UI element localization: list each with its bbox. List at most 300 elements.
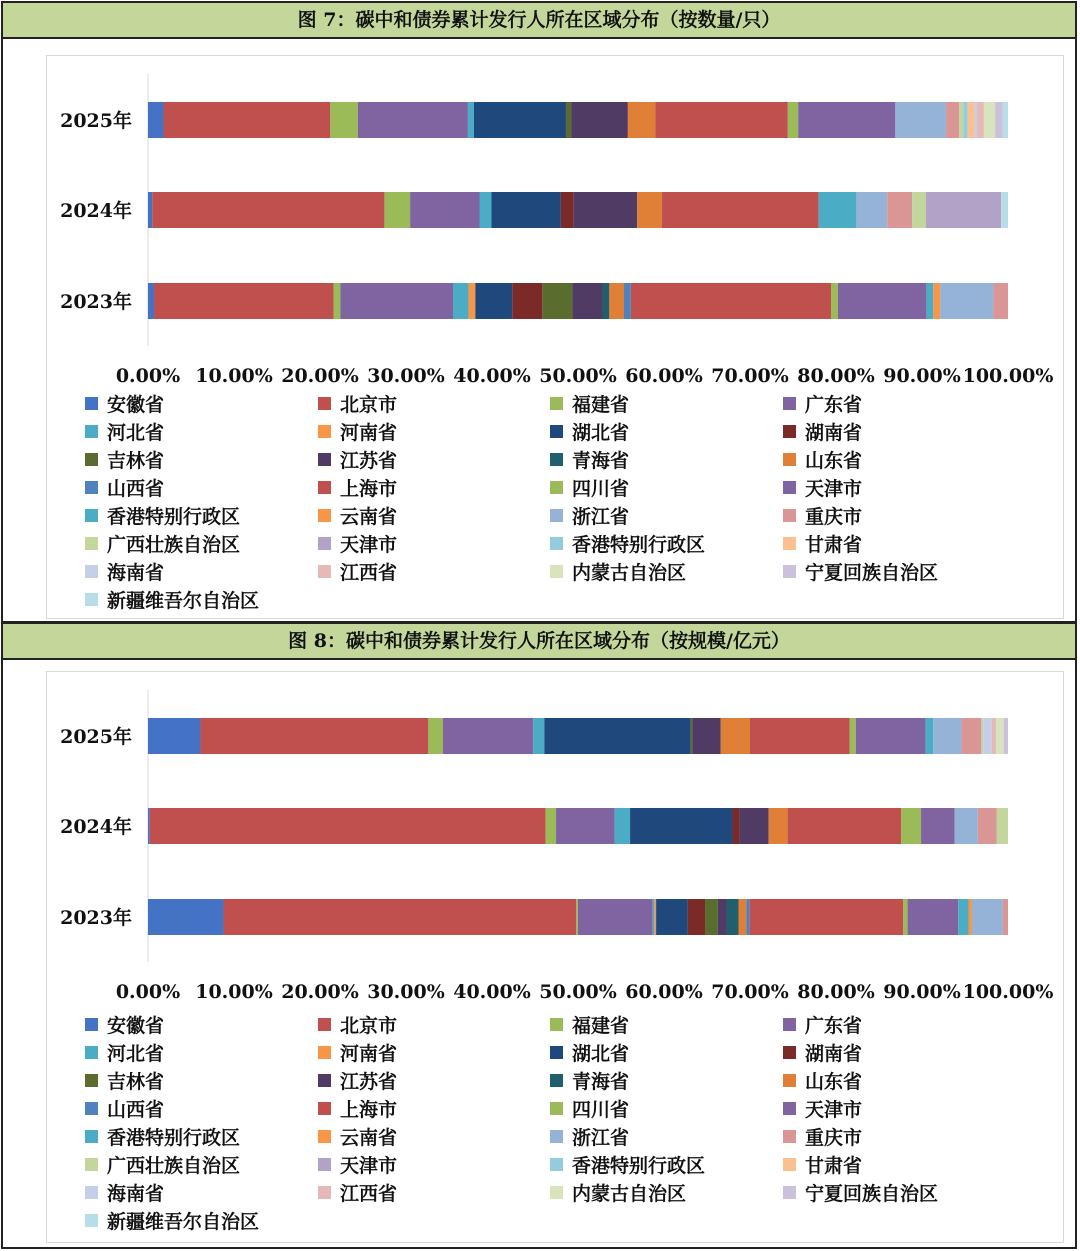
legend-swatch xyxy=(85,481,98,494)
bar-segment-19 xyxy=(933,718,961,754)
legend-label: 甘肃省 xyxy=(805,533,863,556)
legend-item xyxy=(550,1039,629,1065)
legend-item xyxy=(318,530,397,556)
legend-label: 吉林省 xyxy=(107,1070,165,1093)
legend-item xyxy=(550,474,629,500)
legend-item xyxy=(783,530,862,556)
bar-segment-12 xyxy=(628,102,656,138)
legend-swatch xyxy=(550,1102,563,1115)
x-tick-label: 50.00% xyxy=(539,981,617,1003)
legend-swatch xyxy=(318,1102,331,1115)
legend-item xyxy=(550,446,629,472)
bar-segment-16 xyxy=(798,102,895,138)
bar-segment-18 xyxy=(933,283,940,319)
bar-segment-19 xyxy=(940,283,993,319)
legend-label: 河南省 xyxy=(340,421,398,444)
legend-item xyxy=(318,474,397,500)
legend-item xyxy=(85,1151,240,1177)
legend-item xyxy=(85,474,164,500)
chart-title-1: 图 7：碳中和债券累计发行人所在区域分布（按数量/只） xyxy=(3,3,1075,39)
bar-segment-18 xyxy=(969,899,972,935)
bar-segment-19 xyxy=(955,808,978,844)
bar-segment-10 xyxy=(571,102,628,138)
legend-item xyxy=(85,1179,164,1205)
legend-label: 重庆市 xyxy=(805,505,863,528)
bar-segment-3 xyxy=(576,899,578,935)
bar-segment-8 xyxy=(733,808,740,844)
bar-segment-20 xyxy=(993,283,1008,319)
x-tick-label: 30.00% xyxy=(367,365,445,387)
legend-item xyxy=(550,558,686,584)
legend-swatch xyxy=(85,593,98,606)
legend-item xyxy=(783,1179,938,1205)
legend-label: 湖北省 xyxy=(572,1042,630,1065)
legend-item xyxy=(85,1011,164,1037)
chart-panel-1 xyxy=(1,1,1077,623)
bar-segment-20 xyxy=(978,808,997,844)
legend-item xyxy=(85,1207,259,1233)
legend-item xyxy=(783,1095,862,1121)
bar-segment-14 xyxy=(788,808,902,844)
legend-item xyxy=(318,418,397,444)
legend-label: 湖北省 xyxy=(572,421,630,444)
bar-segment-4 xyxy=(410,192,479,228)
x-tick-label: 100.00% xyxy=(962,365,1054,387)
legend-item xyxy=(85,1067,164,1093)
legend-label: 江西省 xyxy=(340,561,398,584)
x-tick-label: 80.00% xyxy=(797,365,875,387)
legend-label: 山西省 xyxy=(107,477,165,500)
bar-segment-3 xyxy=(428,718,443,754)
legend-item xyxy=(783,1151,862,1177)
bar-segment-14 xyxy=(750,899,904,935)
bar-segment-24 xyxy=(968,102,975,138)
legend-item xyxy=(550,418,629,444)
legend-swatch xyxy=(318,397,331,410)
legend-swatch xyxy=(85,1158,98,1171)
legend-swatch xyxy=(85,509,98,522)
legend-label: 云南省 xyxy=(340,505,398,528)
bar-segment-2 xyxy=(152,192,384,228)
legend-swatch xyxy=(318,537,331,550)
legend-item xyxy=(783,1123,862,1149)
bar-segment-10 xyxy=(739,808,768,844)
legend-label: 广东省 xyxy=(805,393,863,416)
legend-label: 香港特别行政区 xyxy=(107,1126,241,1149)
legend-label: 江苏省 xyxy=(340,1070,398,1093)
bar-segment-2 xyxy=(224,899,577,935)
legend-label: 新疆维吾尔自治区 xyxy=(107,1210,260,1233)
category-label: 2023年 xyxy=(60,291,132,313)
legend-item xyxy=(318,1151,397,1177)
legend-label: 宁夏回族自治区 xyxy=(805,1182,939,1205)
legend-item xyxy=(550,1095,629,1121)
bar-segment-5 xyxy=(615,808,630,844)
legend-item xyxy=(318,1039,397,1065)
legend-item xyxy=(550,390,629,416)
bar-segment-2 xyxy=(150,808,546,844)
legend-label: 香港特别行政区 xyxy=(572,533,706,556)
legend-label: 浙江省 xyxy=(572,1126,630,1149)
legend-label: 浙江省 xyxy=(572,505,630,528)
legend-swatch xyxy=(783,1130,796,1143)
legend-item xyxy=(783,502,862,528)
stacked-bar-chart-1 xyxy=(47,56,1063,396)
legend-label: 广西壮族自治区 xyxy=(107,1154,241,1177)
bar-segment-3 xyxy=(546,808,556,844)
legend-item xyxy=(85,530,240,556)
bar-segment-17 xyxy=(819,192,857,228)
bar-segment-26 xyxy=(992,718,996,754)
legend-swatch xyxy=(85,537,98,550)
legend-swatch xyxy=(318,481,331,494)
bar-segment-27 xyxy=(996,718,1004,754)
bar-segment-16 xyxy=(921,808,955,844)
legend-item xyxy=(318,1123,397,1149)
bar-segment-4 xyxy=(556,808,615,844)
bar-segment-7 xyxy=(491,192,560,228)
legend-label: 宁夏回族自治区 xyxy=(805,561,939,584)
bar-segment-11 xyxy=(602,283,609,319)
legend-item xyxy=(783,390,862,416)
x-tick-label: 0.00% xyxy=(115,981,181,1003)
legend-item xyxy=(550,1179,686,1205)
bar-segment-10 xyxy=(574,192,637,228)
bar-segment-20 xyxy=(946,102,959,138)
x-tick-label: 70.00% xyxy=(711,981,789,1003)
bar-segment-6 xyxy=(654,899,656,935)
x-tick-label: 20.00% xyxy=(281,365,359,387)
legend-swatch xyxy=(318,1158,331,1171)
chart-title-2: 图 8：碳中和债券累计发行人所在区域分布（按规模/亿元） xyxy=(3,624,1075,660)
bar-segment-12 xyxy=(609,283,624,319)
legend-item xyxy=(318,1067,397,1093)
bar-segment-1 xyxy=(148,808,150,844)
bar-segment-10 xyxy=(572,283,602,319)
chart-panel-2 xyxy=(1,622,1077,1249)
legend-label: 安徽省 xyxy=(107,393,165,416)
legend-item xyxy=(85,502,240,528)
bar-segment-20 xyxy=(1003,899,1008,935)
legend-item xyxy=(85,586,259,612)
bar-segment-1 xyxy=(148,718,200,754)
bar-segment-14 xyxy=(655,102,787,138)
legend-label: 上海市 xyxy=(340,1098,398,1121)
bar-segment-28 xyxy=(1004,718,1008,754)
legend-swatch xyxy=(85,1018,98,1031)
legend-swatch xyxy=(550,425,563,438)
legend-item xyxy=(85,1039,164,1065)
legend-swatch xyxy=(783,1046,796,1059)
legend-label: 天津市 xyxy=(340,1154,398,1177)
legend-swatch xyxy=(318,453,331,466)
legend-label: 四川省 xyxy=(572,1098,630,1121)
legend-swatch xyxy=(550,565,563,578)
legend-swatch xyxy=(783,1186,796,1199)
bar-segment-5 xyxy=(533,718,544,754)
bar-segment-1 xyxy=(148,899,224,935)
bar-segment-21 xyxy=(959,102,963,138)
legend-item xyxy=(85,390,164,416)
legend-label: 广东省 xyxy=(805,1014,863,1037)
bar-segment-2 xyxy=(200,718,428,754)
bar-segment-21 xyxy=(912,192,926,228)
bar-segment-4 xyxy=(443,718,533,754)
bar-segment-14 xyxy=(631,283,831,319)
category-label: 2024年 xyxy=(60,816,132,838)
bar-segment-29 xyxy=(1003,102,1008,138)
bar-segment-17 xyxy=(958,899,968,935)
legend-item xyxy=(783,418,862,444)
legend-swatch xyxy=(783,1102,796,1115)
bar-segment-8 xyxy=(512,283,542,319)
legend-item xyxy=(550,1011,629,1037)
legend-item xyxy=(550,1151,705,1177)
legend-swatch xyxy=(318,509,331,522)
stacked-bar-chart-2 xyxy=(47,672,1063,1014)
bar-segment-7 xyxy=(544,718,690,754)
bar-segment-19 xyxy=(895,102,946,138)
bar-segment-27 xyxy=(984,102,995,138)
bar-segment-7 xyxy=(474,102,566,138)
legend-label: 云南省 xyxy=(340,1126,398,1149)
bar-segment-5 xyxy=(468,102,474,138)
legend-swatch xyxy=(85,1102,98,1115)
legend-item xyxy=(85,446,164,472)
legend-label: 安徽省 xyxy=(107,1014,165,1037)
bar-segment-25 xyxy=(974,102,977,138)
legend-swatch xyxy=(318,1046,331,1059)
legend-item xyxy=(318,558,397,584)
bar-segment-3 xyxy=(334,283,341,319)
bar-segment-21 xyxy=(981,718,983,754)
legend-swatch xyxy=(783,453,796,466)
bar-segment-26 xyxy=(977,102,984,138)
bar-segment-15 xyxy=(850,718,856,754)
category-label: 2024年 xyxy=(60,200,132,222)
legend-swatch xyxy=(550,1130,563,1143)
bar-segment-10 xyxy=(692,718,720,754)
x-tick-label: 30.00% xyxy=(367,981,445,1003)
legend-label: 甘肃省 xyxy=(805,1154,863,1177)
bar-segment-6 xyxy=(468,283,475,319)
legend-label: 内蒙古自治区 xyxy=(572,1182,687,1205)
x-tick-label: 50.00% xyxy=(539,365,617,387)
bar-segment-20 xyxy=(887,192,912,228)
category-label: 2025年 xyxy=(60,726,132,748)
legend-swatch xyxy=(550,1158,563,1171)
bar-segment-9 xyxy=(705,899,718,935)
legend-label: 天津市 xyxy=(340,533,398,556)
legend-swatch xyxy=(550,1018,563,1031)
bar-segment-21 xyxy=(997,808,1008,844)
bar-segment-17 xyxy=(925,718,933,754)
legend-swatch xyxy=(550,537,563,550)
bar-segment-16 xyxy=(908,899,959,935)
legend-label: 河北省 xyxy=(107,421,165,444)
bar-segment-16 xyxy=(856,718,926,754)
legend-label: 新疆维吾尔自治区 xyxy=(107,589,260,612)
bar-segment-12 xyxy=(738,899,746,935)
legend-label: 河北省 xyxy=(107,1042,165,1065)
x-tick-label: 40.00% xyxy=(453,981,531,1003)
bar-segment-14 xyxy=(662,192,819,228)
bar-segment-13 xyxy=(624,283,631,319)
bar-segment-4 xyxy=(340,283,453,319)
legend-swatch xyxy=(550,1046,563,1059)
bar-segment-12 xyxy=(637,192,662,228)
legend-label: 内蒙古自治区 xyxy=(572,561,687,584)
bar-segment-12 xyxy=(721,718,750,754)
bar-segment-22 xyxy=(926,192,1001,228)
x-tick-label: 90.00% xyxy=(883,981,961,1003)
bar-segment-3 xyxy=(384,192,410,228)
legend-swatch xyxy=(85,565,98,578)
x-tick-label: 40.00% xyxy=(453,365,531,387)
legend-item xyxy=(318,502,397,528)
legend-item xyxy=(85,418,164,444)
legend-label: 湖南省 xyxy=(805,421,863,444)
legend-label: 海南省 xyxy=(107,561,165,584)
legend-item xyxy=(550,1067,629,1093)
category-label: 2023年 xyxy=(60,907,132,929)
legend-swatch xyxy=(783,1074,796,1087)
bar-segment-7 xyxy=(630,808,732,844)
legend-swatch xyxy=(783,565,796,578)
legend-swatch xyxy=(85,1046,98,1059)
bar-segment-2 xyxy=(154,283,334,319)
bar-segment-4 xyxy=(578,899,653,935)
legend-label: 四川省 xyxy=(572,477,630,500)
x-tick-label: 10.00% xyxy=(195,365,273,387)
legend-swatch xyxy=(783,1158,796,1171)
bar-segment-3 xyxy=(330,102,358,138)
legend-label: 福建省 xyxy=(572,1014,630,1037)
bar-segment-7 xyxy=(475,283,512,319)
x-tick-label: 0.00% xyxy=(115,365,181,387)
legend-swatch xyxy=(85,1074,98,1087)
legend-label: 天津市 xyxy=(805,1098,863,1121)
x-tick-label: 100.00% xyxy=(962,981,1054,1003)
bar-segment-20 xyxy=(962,718,982,754)
bar-segment-11 xyxy=(726,899,738,935)
bar-segment-25 xyxy=(983,718,992,754)
legend-swatch xyxy=(550,1186,563,1199)
legend-swatch xyxy=(318,565,331,578)
legend-label: 海南省 xyxy=(107,1182,165,1205)
legend-swatch xyxy=(318,425,331,438)
legend-label: 江西省 xyxy=(340,1182,398,1205)
x-tick-label: 60.00% xyxy=(625,981,703,1003)
bar-segment-5 xyxy=(653,899,655,935)
legend-label: 重庆市 xyxy=(805,1126,863,1149)
legend-item xyxy=(783,446,862,472)
legend-swatch xyxy=(318,1074,331,1087)
x-tick-label: 80.00% xyxy=(797,981,875,1003)
x-tick-label: 60.00% xyxy=(625,365,703,387)
legend-label: 河南省 xyxy=(340,1042,398,1065)
bar-segment-12 xyxy=(769,808,788,844)
bar-segment-1 xyxy=(148,192,152,228)
legend-swatch xyxy=(318,1186,331,1199)
legend-label: 山西省 xyxy=(107,1098,165,1121)
bar-segment-7 xyxy=(656,899,688,935)
legend-swatch xyxy=(783,537,796,550)
bar-segment-9 xyxy=(542,283,572,319)
bar-segment-2 xyxy=(163,102,330,138)
bar-segment-19 xyxy=(856,192,887,228)
x-tick-label: 20.00% xyxy=(281,981,359,1003)
legend-swatch xyxy=(85,1130,98,1143)
legend-swatch xyxy=(318,1018,331,1031)
legend-item xyxy=(318,1095,397,1121)
bar-segment-16 xyxy=(838,283,926,319)
legend-label: 北京市 xyxy=(340,393,398,416)
legend-label: 上海市 xyxy=(340,477,398,500)
legend-item xyxy=(783,558,938,584)
bar-segment-15 xyxy=(831,283,838,319)
bar-segment-17 xyxy=(926,283,933,319)
legend-item xyxy=(550,502,629,528)
legend-item xyxy=(318,390,397,416)
x-tick-label: 70.00% xyxy=(711,365,789,387)
legend-label: 福建省 xyxy=(572,393,630,416)
bar-segment-10 xyxy=(718,899,727,935)
bar-segment-9 xyxy=(691,718,693,754)
legend-swatch xyxy=(85,425,98,438)
bar-segment-23 xyxy=(963,102,967,138)
bar-segment-1 xyxy=(148,102,163,138)
legend-item xyxy=(783,474,862,500)
legend-label: 山东省 xyxy=(805,1070,863,1093)
legend-swatch xyxy=(550,481,563,494)
legend-label: 天津市 xyxy=(805,477,863,500)
legend-swatch xyxy=(318,1130,331,1143)
bar-segment-15 xyxy=(901,808,921,844)
legend-swatch xyxy=(783,397,796,410)
legend-label: 江苏省 xyxy=(340,449,398,472)
legend-label: 广西壮族自治区 xyxy=(107,533,241,556)
bar-segment-19 xyxy=(972,899,1003,935)
legend-swatch xyxy=(85,1214,98,1227)
x-tick-label: 10.00% xyxy=(195,981,273,1003)
category-label: 2025年 xyxy=(60,110,132,132)
legend-item xyxy=(85,1095,164,1121)
legend-label: 北京市 xyxy=(340,1014,398,1037)
legend-item xyxy=(318,1011,397,1037)
legend-item xyxy=(85,558,164,584)
legend-item xyxy=(318,1179,397,1205)
legend-label: 湖南省 xyxy=(805,1042,863,1065)
legend-item xyxy=(783,1067,862,1093)
legend-item xyxy=(550,1123,629,1149)
legend-swatch xyxy=(550,509,563,522)
legend-item xyxy=(783,1039,862,1065)
bar-segment-9 xyxy=(566,102,571,138)
bar-segment-5 xyxy=(479,192,491,228)
legend-swatch xyxy=(85,453,98,466)
legend-label: 吉林省 xyxy=(107,449,165,472)
legend-swatch xyxy=(783,1018,796,1031)
legend-item xyxy=(783,1011,862,1037)
bar-segment-5 xyxy=(453,283,468,319)
legend-label: 青海省 xyxy=(572,1070,630,1093)
legend-label: 香港特别行政区 xyxy=(107,505,241,528)
bar-segment-29 xyxy=(1001,192,1008,228)
legend-swatch xyxy=(550,453,563,466)
bar-segment-15 xyxy=(788,102,798,138)
bar-segment-15 xyxy=(903,899,907,935)
